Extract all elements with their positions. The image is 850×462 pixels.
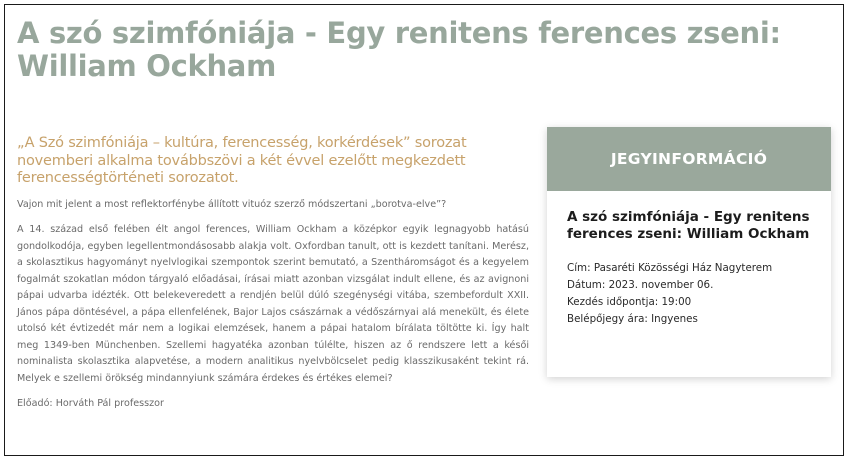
article-question: Vajon mit jelent a most reflektorfénybe állított vituóz szerző módszertani „borotva-elve”?: [17, 198, 447, 210]
ticket-event-title: A szó szimfóniája - Egy renitens ferences zseni: William Ockham: [567, 209, 810, 242]
ticket-info-body: [547, 191, 831, 328]
page-frame: [4, 4, 844, 456]
ticket-date: Dátum: 2023. november 06.: [567, 279, 714, 291]
page-title: A szó szimfóniája - Egy renitens ferences zseni: William Ockham: [17, 16, 781, 83]
ticket-price: Belépőjegy ára: Ingyenes: [567, 313, 698, 325]
ticket-location: Cím: Pasaréti Közösségi Ház Nagyterem: [567, 262, 773, 274]
article-speaker: Előadó: Horváth Pál professzor: [17, 398, 164, 409]
article-lead: „A Szó szimfóniája – kultúra, ferencesség, korkérdések” sorozat novemberi alkalma továbbszövi a két évvel ezelőtt megkezdett ferencességtörténeti sorozatot.: [17, 135, 467, 186]
ticket-info-heading: JEGYINFORMÁCIÓ: [610, 150, 768, 168]
article-content: [17, 135, 529, 422]
article-body: A 14. század első felében élt angol ferences, William Ockham a középkor egyik legnagyobb hatású gondolkodója, egyben legellentmondásosabb alakja volt. Oxfordban tanult, ott is kezdett tanítani. Merész, a skolasztikus hagyományt nyelvlogikai szempontok szerint bemutató, a Szentháromságot és a kegyelem fogalmát szokatlan módon tárgyaló előadásai, írásai miatt azonban vizsgálat indult ellene, és az avignoni pápai udvarba idézték. Ott belekeveredett a rendjén belül dúló szegénységi vitába, szembefordult XXII. János pápa döntésével, a pápa ellenfelének, Bajor Lajos császárnak a védőszárnyai alá menekült, és élete utolsó két évtizedét már nem a logikai elemzések, hanem a pápai hatalom bírálata töltötte ki. Így halt meg 1349-ben Münchenben. Szellemi hagyatéka azonban túlélte, hiszen az ő rendszere lett a késői nominalista skolasztika alapvetése, a modern analitikus nyelvbölcselet pedig klasszikusaként tekint rá. Melyek e szellemi örökség mindannyiunk számára érdekes és értékes elemei?: [17, 224, 529, 384]
ticket-info-header: [547, 127, 831, 191]
ticket-start-time: Kezdés időpontja: 19:00: [567, 296, 692, 308]
ticket-info-card: [547, 127, 831, 377]
